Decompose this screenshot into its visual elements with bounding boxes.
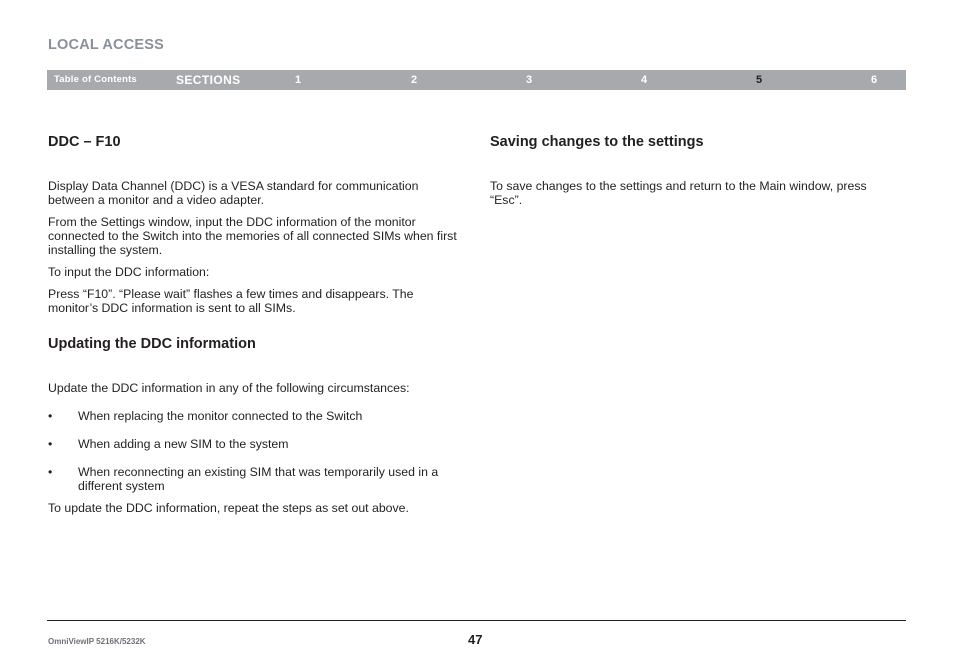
saving-changes-heading: Saving changes to the settings [490, 134, 704, 150]
footer-divider [47, 620, 906, 621]
nav-section-1[interactable]: 1 [295, 74, 302, 86]
bullet-icon: • [48, 465, 53, 479]
ddc-paragraph-1: Display Data Channel (DDC) is a VESA standard for communication between a monitor and a video adapter. [48, 179, 419, 207]
sections-label: SECTIONS [176, 73, 241, 87]
update-outro-paragraph: To update the DDC information, repeat the steps as set out above. [48, 501, 409, 515]
ddc-paragraph-3: To input the DDC information: [48, 265, 210, 279]
nav-section-2[interactable]: 2 [411, 74, 418, 86]
updating-ddc-heading: Updating the DDC information [48, 336, 256, 352]
nav-section-6[interactable]: 6 [871, 74, 878, 86]
left-column [48, 130, 460, 515]
list-item [48, 409, 460, 423]
section-title: LOCAL ACCESS [48, 37, 164, 53]
list-item-text: When reconnecting an existing SIM that was temporarily used in a different system [78, 465, 439, 493]
bullet-icon: • [48, 437, 53, 451]
table-of-contents-link[interactable]: Table of Contents [54, 74, 137, 85]
section-nav-bar [47, 70, 906, 90]
page-number: 47 [468, 632, 483, 647]
ddc-f10-heading: DDC – F10 [48, 134, 121, 150]
list-item [48, 437, 460, 451]
list-item-text: When replacing the monitor connected to the Switch [78, 409, 363, 423]
nav-section-4[interactable]: 4 [641, 74, 648, 86]
saving-changes-paragraph: To save changes to the settings and return to the Main window, press “Esc”. [490, 179, 867, 207]
footer-model-name: OmniViewIP 5216K/5232K [48, 637, 146, 646]
nav-section-3[interactable]: 3 [526, 74, 533, 86]
bullet-icon: • [48, 409, 53, 423]
update-intro-paragraph: Update the DDC information in any of the following circumstances: [48, 381, 410, 395]
ddc-paragraph-4: Press “F10”. “Please wait” flashes a few times and disappears. The monitor’s DDC information is sent to all SIMs. [48, 287, 414, 315]
ddc-paragraph-2: From the Settings window, input the DDC information of the monitor connected to the Switch into the memories of all connected SIMs when first installing the system. [48, 215, 457, 257]
nav-section-5[interactable]: 5 [756, 74, 763, 86]
list-item-text: When adding a new SIM to the system [78, 437, 289, 451]
list-item [48, 465, 460, 493]
right-column [490, 130, 870, 207]
